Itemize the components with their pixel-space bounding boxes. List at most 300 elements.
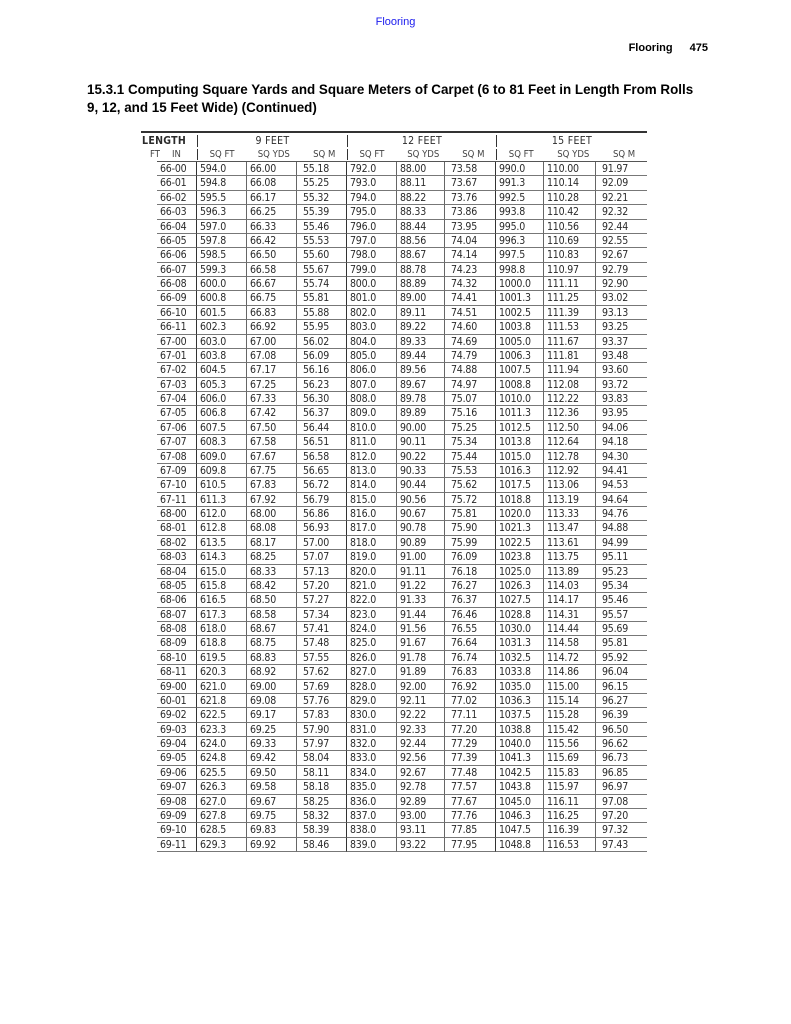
- cell-sqyds-15: 112.64: [544, 435, 596, 449]
- cell-sqm-12: 76.46: [445, 608, 496, 622]
- cell-sqyds-12: 88.44: [397, 220, 445, 234]
- cell-sqft-15: 993.8: [496, 205, 544, 219]
- cell-sqft-12: 835.0: [347, 780, 397, 794]
- cell-sqm-9: 55.95: [297, 320, 347, 334]
- cell-sqm-9: 57.90: [297, 723, 347, 737]
- cell-sqft-15: 1046.3: [496, 809, 544, 823]
- cell-length: 68-00: [157, 507, 197, 521]
- cell-sqyds-9: 67.83: [247, 478, 297, 492]
- cell-sqm-15: 94.76: [596, 507, 647, 521]
- cell-sqft-15: 1006.3: [496, 349, 544, 363]
- cell-sqft-9: 598.5: [197, 248, 247, 262]
- cell-sqyds-12: 91.11: [397, 565, 445, 579]
- cell-sqm-15: 92.21: [596, 191, 647, 205]
- cell-sqm-15: 94.41: [596, 464, 647, 478]
- cell-sqm-12: 74.97: [445, 378, 496, 392]
- cell-sqyds-9: 69.67: [247, 795, 297, 809]
- cell-sqft-12: 804.0: [347, 335, 397, 349]
- cell-sqft-15: 1012.5: [496, 421, 544, 435]
- cell-length: 66-06: [157, 248, 197, 262]
- cell-sqyds-9: 66.42: [247, 234, 297, 248]
- cell-length: 68-07: [157, 608, 197, 622]
- cell-sqyds-9: 68.67: [247, 622, 297, 636]
- cell-sqm-12: 74.14: [445, 248, 496, 262]
- cell-sqm-9: 57.48: [297, 636, 347, 650]
- cell-sqft-15: 1013.8: [496, 435, 544, 449]
- cell-sqft-9: 606.0: [197, 392, 247, 406]
- cell-sqm-9: 55.67: [297, 263, 347, 277]
- cell-sqyds-9: 69.92: [247, 838, 297, 852]
- cell-sqyds-15: 111.53: [544, 320, 596, 334]
- cell-sqyds-15: 110.14: [544, 176, 596, 190]
- cell-sqft-12: 798.0: [347, 248, 397, 262]
- cell-sqft-12: 805.0: [347, 349, 397, 363]
- cell-length: 69-03: [157, 723, 197, 737]
- cell-sqyds-12: 91.22: [397, 579, 445, 593]
- cell-sqyds-12: 93.00: [397, 809, 445, 823]
- cell-sqyds-9: 68.92: [247, 665, 297, 679]
- cell-sqm-9: 55.25: [297, 176, 347, 190]
- cell-sqyds-15: 114.72: [544, 651, 596, 665]
- cell-sqm-9: 57.69: [297, 680, 347, 694]
- sub-sqm: SQ M: [462, 149, 485, 160]
- cell-length: 68-01: [157, 521, 197, 535]
- cell-sqm-9: 57.41: [297, 622, 347, 636]
- cell-sqyds-15: 110.56: [544, 220, 596, 234]
- cell-sqm-9: 57.62: [297, 665, 347, 679]
- cell-sqyds-15: 110.69: [544, 234, 596, 248]
- sub-group-15: [496, 149, 647, 160]
- cell-sqft-15: 996.3: [496, 234, 544, 248]
- cell-sqm-12: 75.44: [445, 450, 496, 464]
- cell-sqft-15: 1026.3: [496, 579, 544, 593]
- cell-sqft-15: 998.8: [496, 263, 544, 277]
- cell-sqm-9: 58.25: [297, 795, 347, 809]
- cell-sqm-15: 93.95: [596, 406, 647, 420]
- cell-sqft-12: 811.0: [347, 435, 397, 449]
- cell-sqm-15: 94.30: [596, 450, 647, 464]
- cell-sqft-12: 823.0: [347, 608, 397, 622]
- cell-sqm-15: 95.92: [596, 651, 647, 665]
- cell-sqft-15: 1035.0: [496, 680, 544, 694]
- cell-sqyds-9: 69.75: [247, 809, 297, 823]
- cell-sqft-15: 1000.0: [496, 277, 544, 291]
- cell-length: 67-04: [157, 392, 197, 406]
- cell-sqft-15: 991.3: [496, 176, 544, 190]
- cell-sqm-12: 75.72: [445, 493, 496, 507]
- cell-sqyds-12: 92.33: [397, 723, 445, 737]
- table-sub-header: [141, 148, 647, 161]
- cell-sqft-12: 837.0: [347, 809, 397, 823]
- cell-sqft-9: 623.3: [197, 723, 247, 737]
- header-15-feet: 15 FEET: [496, 135, 647, 147]
- cell-sqft-9: 629.3: [197, 838, 247, 852]
- cell-length: 68-06: [157, 593, 197, 607]
- cell-sqyds-9: 67.42: [247, 406, 297, 420]
- cell-sqm-12: 76.27: [445, 579, 496, 593]
- cell-sqm-15: 93.37: [596, 335, 647, 349]
- cell-sqyds-12: 89.22: [397, 320, 445, 334]
- sub-sqyds: SQ YDS: [407, 149, 440, 160]
- cell-sqft-12: 839.0: [347, 838, 397, 852]
- cell-sqft-9: 627.0: [197, 795, 247, 809]
- cell-sqyds-9: 68.42: [247, 579, 297, 593]
- cell-sqyds-12: 93.11: [397, 823, 445, 837]
- cell-sqm-9: 56.09: [297, 349, 347, 363]
- cell-sqyds-12: 92.78: [397, 780, 445, 794]
- cell-sqyds-12: 90.78: [397, 521, 445, 535]
- cell-sqyds-9: 66.17: [247, 191, 297, 205]
- cell-length: 66-00: [157, 162, 197, 176]
- cell-sqft-9: 625.5: [197, 766, 247, 780]
- cell-sqft-9: 601.5: [197, 306, 247, 320]
- cell-sqft-12: 829.0: [347, 694, 397, 708]
- cell-sqyds-9: 68.33: [247, 565, 297, 579]
- cell-sqm-9: 55.81: [297, 291, 347, 305]
- cell-sqm-9: 57.13: [297, 565, 347, 579]
- cell-sqm-12: 73.67: [445, 176, 496, 190]
- cell-sqyds-9: 69.83: [247, 823, 297, 837]
- cell-sqyds-12: 88.00: [397, 162, 445, 176]
- cell-sqft-15: 1018.8: [496, 493, 544, 507]
- cell-sqm-15: 92.90: [596, 277, 647, 291]
- cell-sqyds-12: 89.56: [397, 363, 445, 377]
- cell-sqm-9: 57.20: [297, 579, 347, 593]
- cell-length: 68-03: [157, 550, 197, 564]
- cell-sqft-15: 1021.3: [496, 521, 544, 535]
- cell-sqyds-9: 68.17: [247, 536, 297, 550]
- cell-sqft-12: 833.0: [347, 751, 397, 765]
- cell-sqft-12: 815.0: [347, 493, 397, 507]
- cell-sqft-15: 1017.5: [496, 478, 544, 492]
- cell-sqm-12: 76.37: [445, 593, 496, 607]
- flooring-link[interactable]: Flooring: [375, 16, 416, 28]
- cell-length: 68-08: [157, 622, 197, 636]
- cell-length: 67-09: [157, 464, 197, 478]
- cell-sqm-9: 56.44: [297, 421, 347, 435]
- cell-sqyds-15: 116.25: [544, 809, 596, 823]
- cell-sqyds-15: 112.78: [544, 450, 596, 464]
- cell-sqyds-12: 89.44: [397, 349, 445, 363]
- cell-sqft-12: 818.0: [347, 536, 397, 550]
- cell-sqm-15: 93.83: [596, 392, 647, 406]
- cell-sqm-9: 57.34: [297, 608, 347, 622]
- cell-sqft-12: 803.0: [347, 320, 397, 334]
- cell-sqft-12: 814.0: [347, 478, 397, 492]
- section-title: 15.3.1 Computing Square Yards and Square Meters of Carpet (6 to 81 Feet in Length From Rolls 9, 12, and 15 Feet Wide) (Continued): [87, 82, 694, 115]
- cell-sqft-9: 600.0: [197, 277, 247, 291]
- cell-sqyds-15: 113.61: [544, 536, 596, 550]
- cell-length: 68-04: [157, 565, 197, 579]
- cell-sqyds-12: 91.00: [397, 550, 445, 564]
- cell-sqyds-12: 88.22: [397, 191, 445, 205]
- cell-sqm-9: 56.93: [297, 521, 347, 535]
- cell-sqft-9: 624.8: [197, 751, 247, 765]
- cell-length: 69-05: [157, 751, 197, 765]
- cell-sqyds-15: 116.53: [544, 838, 596, 852]
- cell-sqm-12: 77.95: [445, 838, 496, 852]
- cell-sqyds-15: 115.28: [544, 708, 596, 722]
- cell-sqm-12: 76.18: [445, 565, 496, 579]
- cell-sqyds-9: 68.08: [247, 521, 297, 535]
- cell-sqyds-15: 111.39: [544, 306, 596, 320]
- cell-sqm-15: 95.57: [596, 608, 647, 622]
- cell-sqft-15: 1045.0: [496, 795, 544, 809]
- cell-sqyds-15: 113.33: [544, 507, 596, 521]
- cell-sqm-9: 58.32: [297, 809, 347, 823]
- cell-length: 66-04: [157, 220, 197, 234]
- cell-sqm-15: 96.15: [596, 680, 647, 694]
- cell-sqm-15: 94.06: [596, 421, 647, 435]
- cell-sqyds-15: 111.25: [544, 291, 596, 305]
- cell-length: 69-10: [157, 823, 197, 837]
- cell-sqm-9: 58.39: [297, 823, 347, 837]
- cell-sqft-12: 821.0: [347, 579, 397, 593]
- cell-sqyds-12: 90.00: [397, 421, 445, 435]
- cell-sqyds-15: 111.94: [544, 363, 596, 377]
- cell-sqft-9: 621.8: [197, 694, 247, 708]
- cell-sqft-12: 836.0: [347, 795, 397, 809]
- cell-sqft-9: 599.3: [197, 263, 247, 277]
- cell-sqft-12: 830.0: [347, 708, 397, 722]
- cell-sqyds-9: 69.25: [247, 723, 297, 737]
- cell-sqm-15: 96.27: [596, 694, 647, 708]
- cell-sqft-12: 812.0: [347, 450, 397, 464]
- cell-sqft-12: 820.0: [347, 565, 397, 579]
- cell-sqm-9: 56.02: [297, 335, 347, 349]
- cell-sqft-15: 1007.5: [496, 363, 544, 377]
- cell-sqyds-12: 93.22: [397, 838, 445, 852]
- cell-sqft-15: 1005.0: [496, 335, 544, 349]
- cell-sqft-15: 1008.8: [496, 378, 544, 392]
- cell-sqyds-12: 88.67: [397, 248, 445, 262]
- cell-sqyds-9: 68.83: [247, 651, 297, 665]
- cell-sqft-15: 1022.5: [496, 536, 544, 550]
- cell-sqm-15: 93.25: [596, 320, 647, 334]
- cell-sqft-15: 1028.8: [496, 608, 544, 622]
- cell-sqyds-12: 91.33: [397, 593, 445, 607]
- cell-length: 66-08: [157, 277, 197, 291]
- cell-sqft-12: 813.0: [347, 464, 397, 478]
- cell-sqft-9: 617.3: [197, 608, 247, 622]
- cell-sqft-12: 822.0: [347, 593, 397, 607]
- cell-sqyds-9: 68.00: [247, 507, 297, 521]
- cell-sqyds-15: 110.83: [544, 248, 596, 262]
- cell-sqyds-15: 113.19: [544, 493, 596, 507]
- cell-sqyds-15: 114.58: [544, 636, 596, 650]
- cell-sqyds-9: 67.33: [247, 392, 297, 406]
- cell-sqm-12: 77.67: [445, 795, 496, 809]
- cell-sqm-15: 96.97: [596, 780, 647, 794]
- cell-sqft-12: 824.0: [347, 622, 397, 636]
- cell-sqyds-15: 114.31: [544, 608, 596, 622]
- cell-sqm-12: 77.29: [445, 737, 496, 751]
- cell-sqft-12: 802.0: [347, 306, 397, 320]
- cell-sqm-15: 95.34: [596, 579, 647, 593]
- cell-sqft-9: 606.8: [197, 406, 247, 420]
- cell-sqyds-9: 66.25: [247, 205, 297, 219]
- cell-sqft-15: 1033.8: [496, 665, 544, 679]
- cell-length: 68-02: [157, 536, 197, 550]
- cell-length: 66-07: [157, 263, 197, 277]
- cell-sqm-9: 57.07: [297, 550, 347, 564]
- cell-sqm-12: 75.81: [445, 507, 496, 521]
- cell-sqm-15: 94.88: [596, 521, 647, 535]
- cell-sqyds-9: 68.50: [247, 593, 297, 607]
- cell-sqyds-9: 69.17: [247, 708, 297, 722]
- cell-length: 69-06: [157, 766, 197, 780]
- cell-sqyds-12: 92.11: [397, 694, 445, 708]
- cell-length: 67-06: [157, 421, 197, 435]
- cell-sqyds-12: 88.56: [397, 234, 445, 248]
- cell-sqm-12: 76.92: [445, 680, 496, 694]
- cell-sqft-9: 618.0: [197, 622, 247, 636]
- cell-sqyds-12: 91.67: [397, 636, 445, 650]
- cell-sqyds-9: 68.58: [247, 608, 297, 622]
- cell-sqyds-9: 68.75: [247, 636, 297, 650]
- cell-sqm-9: 56.65: [297, 464, 347, 478]
- cell-sqft-15: 1025.0: [496, 565, 544, 579]
- cell-sqyds-15: 111.81: [544, 349, 596, 363]
- cell-length: 67-02: [157, 363, 197, 377]
- table-group-header: [141, 133, 647, 148]
- cell-sqyds-15: 115.69: [544, 751, 596, 765]
- cell-sqft-9: 604.5: [197, 363, 247, 377]
- cell-sqft-15: 1023.8: [496, 550, 544, 564]
- cell-sqft-12: 797.0: [347, 234, 397, 248]
- cell-length: 66-11: [157, 320, 197, 334]
- cell-sqyds-9: 69.42: [247, 751, 297, 765]
- cell-sqyds-15: 112.36: [544, 406, 596, 420]
- cell-sqm-15: 95.81: [596, 636, 647, 650]
- cell-length: 67-00: [157, 335, 197, 349]
- cell-sqm-12: 77.11: [445, 708, 496, 722]
- cell-sqm-15: 95.23: [596, 565, 647, 579]
- cell-sqyds-9: 67.00: [247, 335, 297, 349]
- cell-sqyds-9: 67.92: [247, 493, 297, 507]
- cell-sqm-15: 94.64: [596, 493, 647, 507]
- cell-sqft-9: 616.5: [197, 593, 247, 607]
- cell-sqm-15: 91.97: [596, 162, 647, 176]
- cell-sqm-9: 56.30: [297, 392, 347, 406]
- cell-sqm-15: 94.18: [596, 435, 647, 449]
- cell-sqyds-9: 69.00: [247, 680, 297, 694]
- cell-sqft-9: 594.8: [197, 176, 247, 190]
- cell-sqm-15: 92.79: [596, 263, 647, 277]
- cell-length: 67-07: [157, 435, 197, 449]
- sub-sqft: SQ FT: [508, 149, 534, 160]
- cell-sqm-15: 96.62: [596, 737, 647, 751]
- cell-sqyds-12: 92.22: [397, 708, 445, 722]
- header-length: LENGTH: [142, 134, 187, 147]
- cell-sqyds-12: 88.11: [397, 176, 445, 190]
- cell-sqyds-12: 88.78: [397, 263, 445, 277]
- cell-sqyds-15: 114.17: [544, 593, 596, 607]
- cell-sqyds-9: 69.08: [247, 694, 297, 708]
- cell-length: 68-09: [157, 636, 197, 650]
- cell-sqm-9: 56.37: [297, 406, 347, 420]
- cell-sqft-9: 611.3: [197, 493, 247, 507]
- cell-sqyds-12: 89.11: [397, 306, 445, 320]
- cell-length: 67-11: [157, 493, 197, 507]
- cell-sqft-12: 832.0: [347, 737, 397, 751]
- cell-sqyds-12: 90.56: [397, 493, 445, 507]
- cell-sqft-15: 992.5: [496, 191, 544, 205]
- cell-sqyds-9: 66.92: [247, 320, 297, 334]
- cell-sqft-9: 610.5: [197, 478, 247, 492]
- cell-sqm-12: 74.04: [445, 234, 496, 248]
- cell-sqm-9: 55.18: [297, 162, 347, 176]
- cell-sqm-12: 75.53: [445, 464, 496, 478]
- cell-sqyds-9: 68.25: [247, 550, 297, 564]
- cell-sqm-15: 96.50: [596, 723, 647, 737]
- cell-length: 68-11: [157, 665, 197, 679]
- cell-sqft-15: 1048.8: [496, 838, 544, 852]
- cell-sqyds-12: 90.89: [397, 536, 445, 550]
- cell-sqm-12: 77.76: [445, 809, 496, 823]
- cell-length: 69-07: [157, 780, 197, 794]
- cell-sqm-15: 93.60: [596, 363, 647, 377]
- cell-sqft-12: 819.0: [347, 550, 397, 564]
- cell-sqft-15: 1001.3: [496, 291, 544, 305]
- cell-sqft-9: 609.0: [197, 450, 247, 464]
- sub-sqft: SQ FT: [359, 149, 385, 160]
- cell-sqyds-12: 91.78: [397, 651, 445, 665]
- cell-sqm-12: 75.34: [445, 435, 496, 449]
- cell-length: 60-01: [157, 694, 197, 708]
- page-number: 475: [689, 42, 708, 54]
- cell-sqm-15: 97.20: [596, 809, 647, 823]
- cell-length: 67-01: [157, 349, 197, 363]
- cell-sqm-9: 55.39: [297, 205, 347, 219]
- cell-sqyds-12: 92.56: [397, 751, 445, 765]
- cell-sqm-15: 93.02: [596, 291, 647, 305]
- cell-length: 66-09: [157, 291, 197, 305]
- cell-sqyds-9: 69.58: [247, 780, 297, 794]
- cell-sqyds-15: 112.92: [544, 464, 596, 478]
- cell-sqft-9: 628.5: [197, 823, 247, 837]
- length-sub-header: [141, 149, 197, 160]
- cell-sqm-12: 73.95: [445, 220, 496, 234]
- cell-sqm-9: 56.51: [297, 435, 347, 449]
- cell-sqyds-12: 88.89: [397, 277, 445, 291]
- cell-sqm-12: 74.79: [445, 349, 496, 363]
- cell-sqft-9: 624.0: [197, 737, 247, 751]
- cell-sqm-9: 58.04: [297, 751, 347, 765]
- cell-sqm-12: 75.16: [445, 406, 496, 420]
- cell-length: 68-10: [157, 651, 197, 665]
- cell-sqyds-15: 112.22: [544, 392, 596, 406]
- cell-sqft-15: 1040.0: [496, 737, 544, 751]
- cell-sqm-9: 56.23: [297, 378, 347, 392]
- cell-sqft-15: 1042.5: [496, 766, 544, 780]
- cell-sqm-12: 77.48: [445, 766, 496, 780]
- cell-sqft-12: 794.0: [347, 191, 397, 205]
- cell-sqft-9: 626.3: [197, 780, 247, 794]
- cell-sqyds-15: 113.75: [544, 550, 596, 564]
- cell-sqft-12: 831.0: [347, 723, 397, 737]
- cell-sqm-9: 55.60: [297, 248, 347, 262]
- cell-sqm-9: 55.88: [297, 306, 347, 320]
- sub-group-12: [347, 149, 496, 160]
- cell-sqyds-12: 90.11: [397, 435, 445, 449]
- cell-sqft-9: 613.5: [197, 536, 247, 550]
- cell-length: 69-02: [157, 708, 197, 722]
- cell-sqyds-12: 90.22: [397, 450, 445, 464]
- cell-length: 66-01: [157, 176, 197, 190]
- cell-sqm-15: 96.73: [596, 751, 647, 765]
- cell-sqyds-9: 67.67: [247, 450, 297, 464]
